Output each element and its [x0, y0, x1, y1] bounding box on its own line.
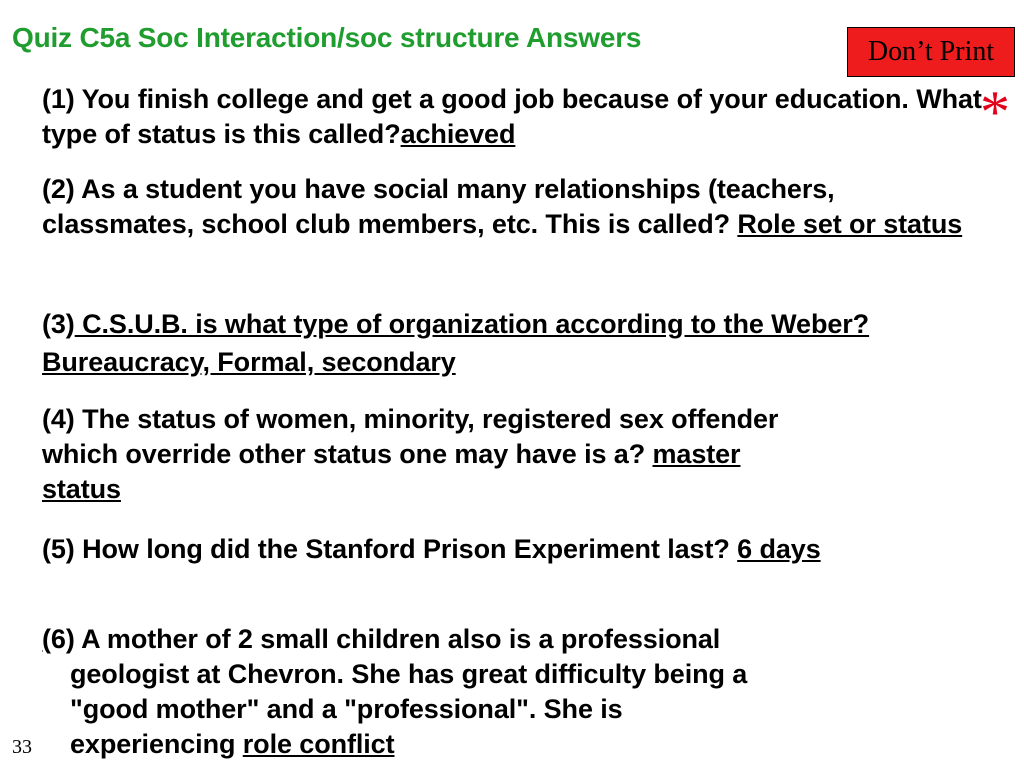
- page-number: 33: [12, 736, 32, 758]
- question-6-line-1: 6) A mother of 2 small children also is a professional: [50, 624, 721, 654]
- slide-title: Quiz C5a Soc Interaction/soc structure Answers: [12, 22, 642, 53]
- question-2-text: (2) As a student you have social many relationships (teachers, classmates, school club members, etc. This is called?: [42, 174, 835, 239]
- question-1: [42, 82, 987, 152]
- question-6-line-4: experiencing: [70, 729, 243, 759]
- question-5-text: (5) How long did the Stanford Prison Experiment last?: [42, 534, 738, 564]
- question-3-answer: Bureaucracy, Formal, secondary: [42, 347, 456, 377]
- asterisk-mark: *: [980, 79, 1010, 145]
- question-5: [42, 532, 987, 567]
- question-6-open-paren: (: [42, 624, 51, 654]
- question-4-answer-part-2: status: [42, 474, 121, 504]
- question-1-answer: achieved: [400, 119, 516, 149]
- question-6-line-2: geologist at Chevron. She has great difficulty being a: [70, 659, 748, 689]
- question-6: [42, 622, 987, 762]
- question-4-answer-part-1: master: [652, 439, 741, 469]
- question-3-prefix: (3): [42, 309, 75, 339]
- question-2-answer: Role set or status: [737, 209, 963, 239]
- question-6-line-4-wrap: [42, 727, 987, 762]
- dont-print-badge: Don’t Print: [847, 27, 1015, 77]
- question-6-answer: role conflict: [242, 729, 395, 759]
- question-6-line-3: "good mother" and a "professional". She is: [70, 694, 623, 724]
- question-3: [42, 305, 987, 381]
- question-2: [42, 172, 987, 242]
- question-4-line-2: which override other status one may have is a?: [42, 439, 653, 469]
- question-4-line-1: (4) The status of women, minority, registered sex offender: [42, 404, 779, 434]
- question-1-text: (1) You finish college and get a good job because of your education. What type of status is this called?: [42, 84, 982, 149]
- question-5-answer: 6 days: [737, 534, 821, 564]
- question-4: [42, 402, 987, 507]
- question-3-text: C.S.U.B. is what type of organization according to the Weber?: [74, 309, 870, 339]
